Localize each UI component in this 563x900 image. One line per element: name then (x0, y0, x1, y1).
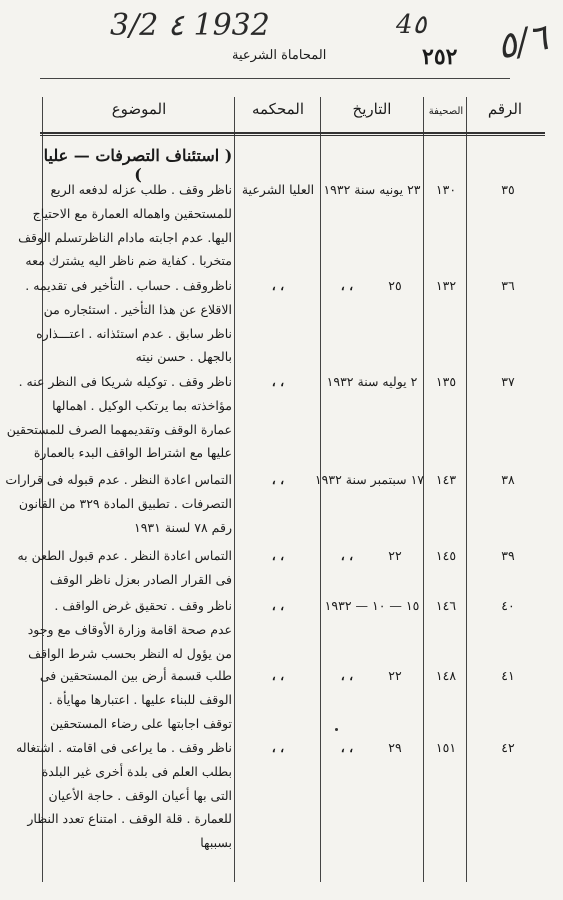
row-date: ٢٩ (388, 740, 402, 755)
row-date: ٢٢ (388, 548, 402, 563)
row-subject-line: التى بها أعيان الوقف . حاجة الأعيان (48, 787, 232, 803)
row-subject-line: التصرفات . تطبيق المادة ٣٢٩ من القانون (18, 495, 232, 511)
row-subject-line: اليها. عدم اجابته مادام الناظرتسلم الوقف (18, 229, 232, 245)
row-date-ditto: ، ، (340, 740, 354, 755)
section-title: ( استئناف التصرفات — عليا ) (43, 146, 233, 184)
row-number: ٤٢ (501, 740, 515, 755)
row-subject-line: توقف اجابتها على رضاء المستحقين (49, 715, 232, 731)
row-subject-line: للمستحقين واهماله العمارة مع الاحتياج (32, 205, 232, 221)
row-number: ٤٠ (501, 598, 515, 613)
row-folio: ١٤٣ (435, 472, 457, 487)
row-number: ٣٥ (501, 182, 515, 197)
row-court: ، ، (271, 278, 285, 293)
column-header-number: الرقم (487, 100, 523, 118)
row-date: ٢٣ يونيه سنة ١٩٣٢ (323, 182, 421, 197)
row-date: ٢ يوليه سنة ١٩٣٢ (326, 374, 418, 389)
row-court: ، ، (271, 472, 285, 487)
row-number: ٣٩ (501, 548, 515, 563)
row-folio: ١٣٠ (435, 182, 457, 197)
column-header-folio: الصحيفة (428, 106, 464, 117)
row-date: ١٧ سبتمبر سنة ١٩٣٢ (314, 472, 424, 487)
row-subject-line: الاقلاع عن هذا التأخير . استئجاره من (43, 301, 232, 317)
column-divider (234, 97, 235, 882)
row-court: ، ، (271, 740, 285, 755)
row-date-ditto: ، ، (340, 278, 354, 293)
row-folio: ١٥١ (435, 740, 457, 755)
row-subject-line: بطلب العلم فى بلدة أخرى غير البلدة (41, 763, 232, 779)
column-divider (466, 97, 467, 882)
row-date: ٢٢ (388, 668, 402, 683)
handwritten-corner-mark: ٥/٦ (493, 17, 552, 68)
handwritten-date: 3/2 ٤ 1932 (110, 8, 270, 43)
row-subject-line: عدم صحة اقامة وزارة الأوقاف مع وجود (27, 621, 232, 637)
row-subject-line: ناظروقف . حساب . التأخير فى تقديمه . (25, 278, 232, 293)
row-folio: ١٤٥ (435, 548, 457, 563)
ink-dot (335, 728, 338, 731)
row-subject-line: ناظر وقف . تحقيق غرض الواقف . (54, 598, 232, 613)
page-number: ٢٥٢ (422, 44, 458, 70)
row-number: ٣٧ (501, 374, 515, 389)
column-header-court: المحكمه (251, 100, 305, 118)
row-number: ٣٨ (501, 472, 515, 487)
row-subject-line: رقم ٧٨ لسنة ١٩٣١ (134, 519, 232, 535)
row-number: ٣٦ (501, 278, 515, 293)
row-date-ditto: ، ، (340, 668, 354, 683)
row-date-ditto: ، ، (340, 548, 354, 563)
header-double-rule (40, 135, 545, 136)
row-subject-line: فى القرار الصادر بعزل ناظر الوقف (49, 571, 232, 587)
row-date: ٢٥ (388, 278, 402, 293)
header-rule (40, 78, 510, 79)
row-subject-line: عليها مع اشتراط الواقف البدء بالعمارة (33, 445, 232, 461)
row-subject-line: بسببها (200, 835, 232, 851)
row-subject-line: للعمارة . قلة الوقف . امتناع تعدد النظار (27, 811, 232, 827)
row-subject-line: ناظر وقف . طلب عزله لدفعه الريع (50, 182, 232, 197)
row-court: العليا الشرعية (241, 182, 315, 197)
column-header-subject: الموضوع (111, 100, 167, 118)
header-double-rule (40, 132, 545, 134)
row-subject-line: مؤاخذته بما يرتكب الوكيل . اهمالها (52, 397, 232, 413)
column-header-date: التاريخ (352, 100, 392, 118)
row-subject-line: التماس اعادة النظر . عدم قبوله فى قرارات (5, 472, 232, 487)
row-subject-line: من يؤول له النظر بحسب شرط الواقف (28, 645, 232, 661)
row-subject-line: عمارة الوقف وتقديمهما الصرف للمستحقين (6, 421, 232, 437)
row-folio: ١٣٥ (435, 374, 457, 389)
row-subject-line: بالجهل . حسن نيته (135, 349, 232, 365)
row-number: ٤١ (501, 668, 515, 683)
handwritten-number: 4٥ (396, 10, 427, 40)
row-date: ١٥ — ١٠ — ١٩٣٢ (324, 598, 420, 613)
row-subject-line: التماس اعادة النظر . عدم قبول الطعن به (17, 548, 232, 563)
row-court: ، ، (271, 548, 285, 563)
row-court: ، ، (271, 598, 285, 613)
header-title: المحاماة الشرعية (232, 48, 327, 63)
row-subject-line: متخربا . كفاية ضم ناظر اليه يشترك معه (25, 253, 232, 269)
row-subject-line: ناظر وقف . توكيله شريكا فى النظر عنه . (18, 374, 232, 389)
row-folio: ١٤٦ (435, 598, 457, 613)
row-subject-line: ناظر سابق . عدم استئذانه . اعتـــذاره (36, 325, 232, 341)
row-subject-line: ناظر وقف . ما يراعى فى اقامته . اشتغاله (16, 740, 232, 755)
row-subject-line: طلب قسمة أرض بين المستحقين فى (39, 668, 232, 683)
row-folio: ١٤٨ (435, 668, 457, 683)
row-court: ، ، (271, 374, 285, 389)
row-court: ، ، (271, 668, 285, 683)
row-subject-line: الوقف للبناء عليها . اعتبارها مهايأة . (48, 691, 232, 707)
row-folio: ١٣٢ (435, 278, 457, 293)
